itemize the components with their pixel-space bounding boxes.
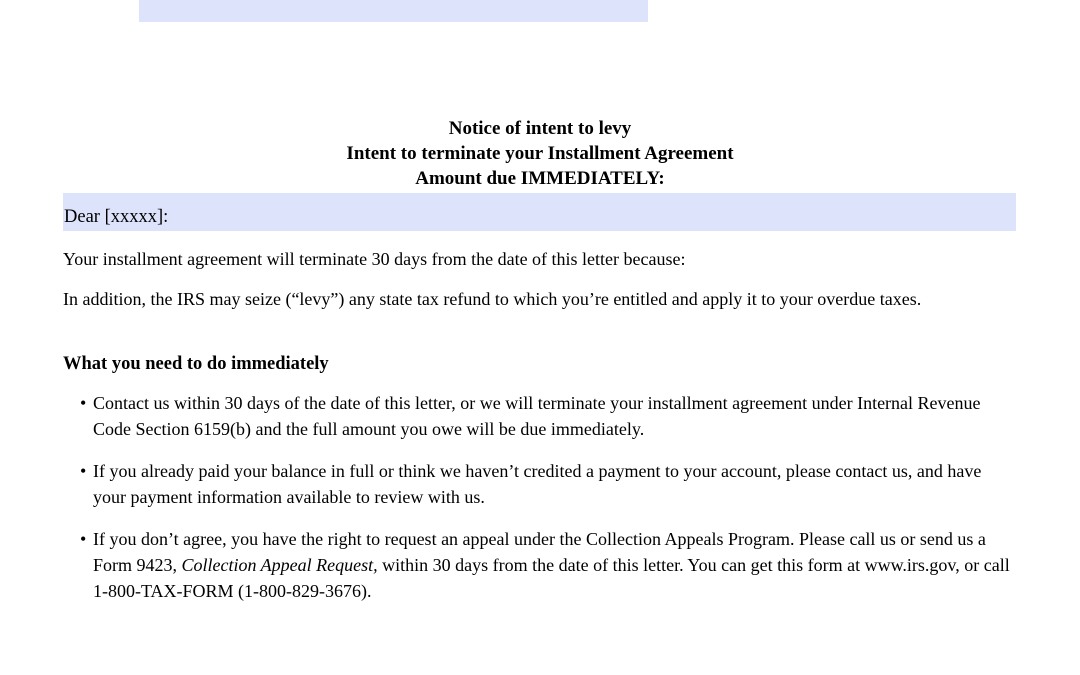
bullet-text-italic: Collection Appeal Request, [181,555,378,575]
salutation-text: Dear [xxxxx]: [64,207,169,227]
section-heading: What you need to do immediately [63,354,329,374]
bullet-text: If you already paid your balance in full or think we haven’t credited a payment to your account, please contact us, and have your payment information available to review with us. [93,461,982,507]
heading-line-notice: Notice of intent to levy [448,118,632,139]
bullet-text: within 30 days from the date of this letter. You can get this form at www.irs.gov, or call 1-800-TAX-FORM (1-800-829-3676). [93,555,1010,601]
bullet-text: If you don’t agree, you have the right to request an appeal under the Collection Appeals Program. Please call us or send us a Form 9423, [93,529,986,575]
letter-heading [0,116,1080,191]
list-item-contact [80,390,1016,442]
paragraph-terminate: Your installment agreement will terminate 30 days from the date of this letter because: [63,249,686,269]
top-highlight-bar [139,0,648,22]
heading-line-amount: Amount due IMMEDIATELY: [415,168,665,189]
bullet-text: Contact us within 30 days of the date of this letter, or we will terminate your installment agreement under Internal Revenue Code Section 6159(b) and the full amount you owe will be due immediately. [93,393,981,439]
bullet-icon: • [80,529,87,549]
heading-line-intent: Intent to terminate your Installment Agreement [346,143,734,164]
list-item-paid-balance [80,458,1016,510]
paragraph-levy: In addition, the IRS may seize (“levy”) any state tax refund to which you’re entitled and apply it to your overdue taxes. [63,289,922,309]
salutation-highlight [63,193,1016,231]
action-list [80,390,1016,604]
list-item-appeal [80,526,1016,604]
bullet-icon: • [80,461,87,481]
bullet-icon: • [80,393,87,413]
